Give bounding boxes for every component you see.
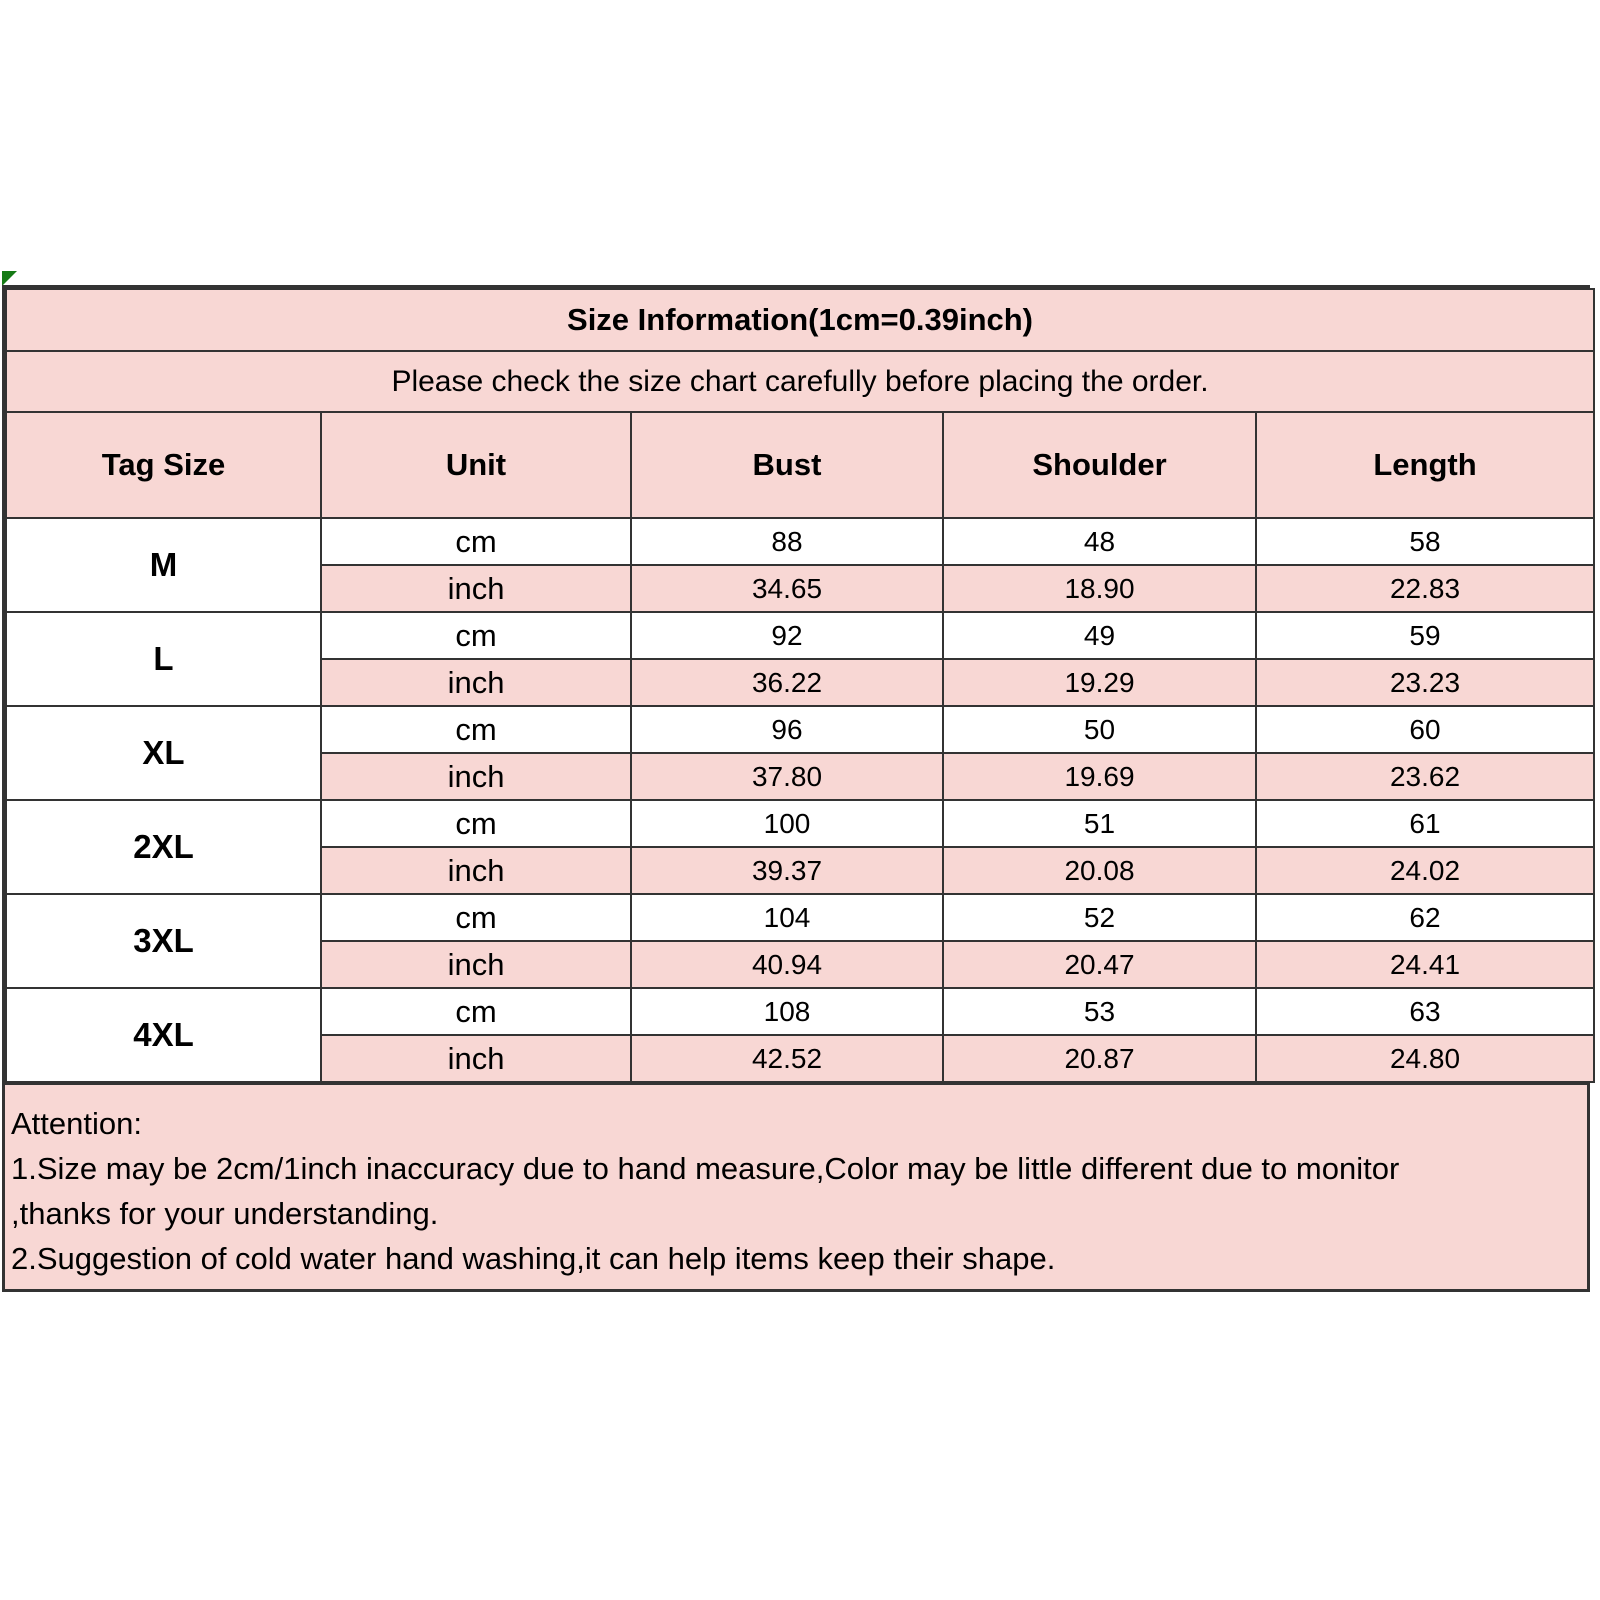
shoulder-inch-value: 20.87 (943, 1035, 1256, 1082)
unit-cell: inch (321, 1035, 631, 1082)
table-row (6, 612, 1594, 659)
shoulder-inch-value: 20.47 (943, 941, 1256, 988)
size-chart-sheet (2, 285, 1590, 1292)
length-inch-value: 23.62 (1256, 753, 1594, 800)
bust-inch-value: 42.52 (631, 1035, 943, 1082)
table-title: Size Information(1cm=0.39inch) (6, 289, 1594, 351)
table-row (6, 800, 1594, 847)
bust-inch-value: 40.94 (631, 941, 943, 988)
corner-triangle-marker (2, 271, 17, 286)
length-cm-value: 59 (1256, 612, 1594, 659)
bust-cm-value: 100 (631, 800, 943, 847)
bust-cm-value: 88 (631, 518, 943, 565)
bust-inch-value: 39.37 (631, 847, 943, 894)
shoulder-cm-value: 49 (943, 612, 1256, 659)
length-inch-value: 24.80 (1256, 1035, 1594, 1082)
col-header-tag-size: Tag Size (6, 412, 321, 518)
bust-inch-value: 36.22 (631, 659, 943, 706)
length-cm-value: 63 (1256, 988, 1594, 1035)
length-inch-value: 24.41 (1256, 941, 1594, 988)
shoulder-cm-value: 48 (943, 518, 1256, 565)
unit-cell: inch (321, 941, 631, 988)
tag-size-cell: M (6, 518, 321, 612)
table-row (6, 706, 1594, 753)
unit-cell: inch (321, 847, 631, 894)
unit-cell: cm (321, 612, 631, 659)
unit-cell: cm (321, 800, 631, 847)
attention-heading: Attention: (11, 1106, 142, 1141)
table-row (6, 518, 1594, 565)
length-inch-value: 23.23 (1256, 659, 1594, 706)
bust-cm-value: 96 (631, 706, 943, 753)
shoulder-cm-value: 53 (943, 988, 1256, 1035)
attention-line-1-wrap: ,thanks for your understanding. (11, 1196, 439, 1231)
bust-cm-value: 108 (631, 988, 943, 1035)
attention-line-1: 1.Size may be 2cm/1inch inaccuracy due to hand measure,Color may be little different due to monitor (11, 1151, 1400, 1186)
length-cm-value: 60 (1256, 706, 1594, 753)
unit-cell: cm (321, 518, 631, 565)
tag-size-cell: 4XL (6, 988, 321, 1082)
unit-cell: inch (321, 659, 631, 706)
shoulder-cm-value: 50 (943, 706, 1256, 753)
tag-size-cell: 3XL (6, 894, 321, 988)
tag-size-cell: 2XL (6, 800, 321, 894)
shoulder-inch-value: 18.90 (943, 565, 1256, 612)
shoulder-cm-value: 52 (943, 894, 1256, 941)
table-row (6, 894, 1594, 941)
col-header-length: Length (1256, 412, 1594, 518)
length-inch-value: 24.02 (1256, 847, 1594, 894)
unit-cell: inch (321, 565, 631, 612)
shoulder-inch-value: 19.29 (943, 659, 1256, 706)
size-table (5, 288, 1595, 1083)
length-cm-value: 58 (1256, 518, 1594, 565)
bust-inch-value: 34.65 (631, 565, 943, 612)
unit-cell: cm (321, 988, 631, 1035)
length-inch-value: 22.83 (1256, 565, 1594, 612)
unit-cell: cm (321, 706, 631, 753)
shoulder-inch-value: 19.69 (943, 753, 1256, 800)
col-header-bust: Bust (631, 412, 943, 518)
col-header-unit: Unit (321, 412, 631, 518)
col-header-shoulder: Shoulder (943, 412, 1256, 518)
length-cm-value: 62 (1256, 894, 1594, 941)
table-subtitle: Please check the size chart carefully before placing the order. (6, 351, 1594, 412)
tag-size-cell: XL (6, 706, 321, 800)
attention-note (5, 1083, 1587, 1289)
table-row (6, 988, 1594, 1035)
header-row (6, 412, 1594, 518)
tag-size-cell: L (6, 612, 321, 706)
bust-cm-value: 104 (631, 894, 943, 941)
shoulder-inch-value: 20.08 (943, 847, 1256, 894)
length-cm-value: 61 (1256, 800, 1594, 847)
shoulder-cm-value: 51 (943, 800, 1256, 847)
unit-cell: inch (321, 753, 631, 800)
unit-cell: cm (321, 894, 631, 941)
attention-line-2: 2.Suggestion of cold water hand washing,it can help items keep their shape. (11, 1241, 1056, 1276)
bust-inch-value: 37.80 (631, 753, 943, 800)
bust-cm-value: 92 (631, 612, 943, 659)
